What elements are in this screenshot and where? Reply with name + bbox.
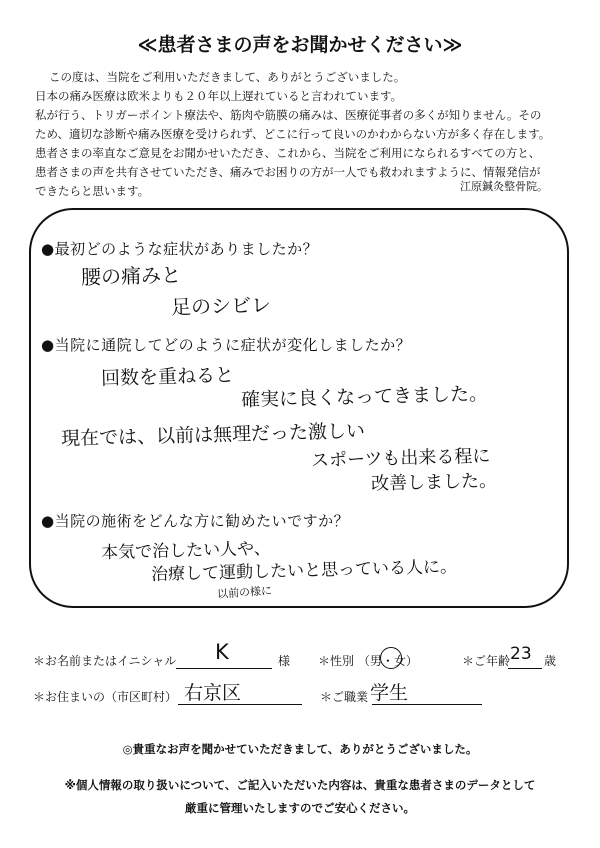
intro-line: できたらと思います。	[35, 184, 150, 198]
intro-line: この度は、当院をご利用いただきまして、ありがとうございました。	[49, 70, 406, 84]
name-value: K	[215, 640, 229, 664]
question-2: ●当院に通院してどのように症状が変化しましたか？	[41, 336, 412, 354]
age-value: 23	[510, 644, 532, 664]
name-underline	[176, 668, 272, 669]
question-3: ●当院の施術をどんな方に勧めたいですか？	[41, 512, 350, 530]
gender-female: 女	[393, 654, 406, 668]
answer-1-line-2: 足のシビレ	[170, 292, 272, 320]
answer-3-line-2: 治療して運動したいと思っている人に。	[150, 556, 458, 586]
answer-2-line-2: 確実に良くなってきました。	[240, 382, 489, 412]
answer-2-line-4: スポーツも出来る程に	[310, 445, 491, 472]
intro-line: 患者さまの声を共有させていただき、痛みでお困りの方が一人でも救われますように、情報発信が	[35, 165, 541, 179]
gender-label	[318, 652, 418, 669]
answer-2-line-3: 現在では、以前は無理だった激しい	[60, 420, 366, 450]
page-title: ≪患者さまの声をお聞かせください≫	[137, 34, 463, 56]
job-value: 学生	[370, 682, 409, 704]
name-suffix: 様	[278, 654, 291, 668]
gender-paren-close: ）	[405, 654, 418, 668]
gender-male: 男	[369, 654, 382, 668]
gender-separator: ・	[381, 654, 394, 668]
question-1: ●最初どのような症状がありましたか？	[41, 240, 319, 258]
address-value: 右京区	[184, 682, 242, 704]
answer-3-insertion: 以前の様に	[216, 584, 273, 601]
intro-line: 日本の痛み医療は欧米よりも２０年以上遅れていると言われています。	[35, 89, 403, 103]
intro-line: 患者さまの率直なご意見をお聞かせいただき、これから、当院をご利用になられるすべての方と、	[35, 146, 541, 160]
job-label: ＊ご職業	[320, 690, 369, 704]
answer-2-line-1: 回数を重ねると	[100, 364, 235, 390]
age-label: ＊ご年齢	[462, 654, 511, 668]
name-label: ＊お名前またはイニシャル	[33, 654, 177, 668]
answer-1-line-1: 腰の痛みと	[80, 262, 182, 290]
answer-3-line-1: 本気で治したい人や、	[100, 538, 271, 564]
age-underline	[508, 668, 542, 669]
intro-line: ため、適切な診断や痛み医療を受けられず、どこに行って良いのかわからない方が多く存在します。	[35, 127, 551, 141]
gender-paren-open: （	[357, 654, 370, 668]
privacy-note-line-2: 厳重に管理いたしますのでご安心ください。	[185, 801, 415, 815]
questionnaire-box	[29, 208, 569, 608]
clinic-signature: 江原鍼灸整骨院。	[460, 180, 548, 193]
gender-selected-circle	[380, 647, 402, 669]
thanks-note: ◎貴重なお声を聞かせていただきまして、ありがとうございました。	[122, 742, 478, 756]
address-label: ＊お住まいの（市区町村）	[33, 690, 178, 704]
privacy-note-line-1: ※個人情報の取り扱いについて、ご記入いただいた内容は、貴重な患者さまのデータとして	[64, 778, 536, 792]
answer-2-line-5: 改善しました。	[370, 470, 498, 495]
intro-line: 私が行う、トリガーポイント療法や、筋肉や筋膜の痛みは、医療従事者の多くが知りません。その	[35, 108, 542, 122]
age-suffix: 歳	[544, 654, 557, 668]
gender-label-text: ＊性別	[318, 654, 355, 668]
